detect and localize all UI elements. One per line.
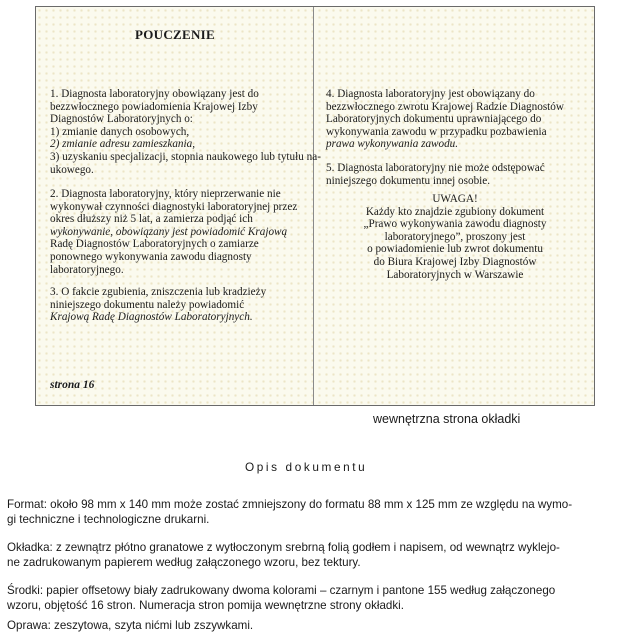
instruction-paragraph-5	[326, 162, 545, 187]
text-line: bezzwłocznego zwrotu Krajowej Radzie Diagnostów	[326, 100, 564, 113]
instruction-paragraph-3	[50, 286, 266, 324]
text-line: ukowego.	[50, 163, 94, 176]
text-line: 3. O fakcie zgubienia, zniszczenia lub kradzieży	[50, 286, 267, 298]
notice-line: do Biura Krajowej Izby Diagnostów	[373, 255, 537, 268]
notice-line: laboratoryjnego”, proszony jest	[384, 230, 526, 243]
text-line: niniejszego dokumentu należy powiadomić	[50, 298, 245, 311]
description-heading: Opis dokumentu	[245, 460, 368, 474]
notice-line: o powiadomienie lub zwrot dokumentu	[367, 243, 543, 256]
page-title: POUCZENIE	[135, 27, 215, 42]
text-line: laboratoryjnego.	[50, 263, 124, 276]
text-line: 2. Diagnosta laboratoryjny, który nieprzerwanie nie	[50, 188, 281, 200]
text-line: Diagnostów Laboratoryjnych o:	[50, 113, 193, 126]
text-line: ne zadrukowanym papierem według załączonego wzoru, bez tektury.	[7, 556, 361, 569]
text-line: Środki: papier offsetowy biały zadrukowany dwoma kolorami – czarnym i pantone 155 według załączonego	[7, 584, 556, 597]
instruction-paragraph-4	[326, 88, 564, 151]
booklet-spine	[313, 7, 314, 405]
text-line: Okładka: z zewnątrz płótno granatowe z wytłoczonym srebrną folią godłem i napisem, od wewnątrz wyklejo-	[7, 541, 560, 554]
description-inner-pages	[7, 583, 555, 613]
booklet-spread	[35, 6, 595, 406]
description-binding	[7, 618, 253, 633]
text-line: wykonywania zawodu w przypadku pozbawienia	[326, 125, 547, 138]
notice-box	[326, 193, 584, 281]
text-line: Oprawa: zeszytowa, szyta nićmi lub zszywkami.	[7, 619, 254, 632]
text-line: wykonywanie, obowiązany jest powiadomić Krajową	[50, 225, 288, 238]
notice-line: Każdy kto znajdzie zgubiony dokument	[365, 205, 545, 218]
text-line: Format: około 98 mm x 140 mm może zostać zmniejszony do formatu 88 mm x 125 mm ze względu na wymo-	[7, 498, 573, 511]
text-line: 1) zmianie danych osobowych,	[50, 125, 190, 138]
text-line: ponownego wykonywania zawodu diagnosty	[50, 250, 252, 263]
right-page	[326, 7, 584, 405]
text-line: Radę Diagnostów Laboratoryjnych o zamiarze	[50, 238, 259, 251]
instruction-paragraph-2	[50, 188, 297, 276]
text-line: prawa wykonywania zawodu.	[326, 138, 459, 151]
text-line: 1. Diagnosta laboratoryjny obowiązany jest do	[50, 88, 259, 100]
text-line: bezzwłocznego powiadomienia Krajowej Izby	[50, 100, 258, 113]
description-format	[7, 497, 572, 527]
text-line: 5. Diagnosta laboratoryjny nie może odstępować	[326, 162, 545, 174]
instruction-paragraph-1	[50, 88, 321, 176]
text-line: gi techniczne i technologiczne drukarni.	[7, 513, 210, 526]
left-page	[50, 7, 321, 405]
text-line: niniejszego dokumentu innej osobie.	[326, 174, 491, 187]
description-cover	[7, 540, 560, 570]
page-number: strona 16	[50, 379, 95, 391]
notice-line: Laboratoryjnych w Warszawie	[386, 268, 524, 281]
text-line: okres dłuższy niż 5 lat, a zamierza podjąć ich	[50, 213, 253, 226]
cover-caption: wewnętrzna strona okładki	[373, 412, 521, 426]
text-line: wzoru, objętość 16 stron. Numeracja stron pomija wewnętrzne strony okładki.	[7, 599, 404, 612]
text-line: Krajową Radę Diagnostów Laboratoryjnych.	[50, 311, 253, 324]
text-line: wykonywał czynności diagnostyki laboratoryjnej przez	[50, 200, 298, 213]
notice-line: „Prawo wykonywania zawodu diagnosty	[363, 218, 547, 231]
text-line: 3) uzyskaniu specjalizacji, stopnia naukowego lub tytułu na-	[50, 150, 321, 163]
text-line: 2) zmianie adresu zamieszkania,	[50, 138, 196, 151]
text-line: 4. Diagnosta laboratoryjny jest obowiązany do	[326, 88, 535, 100]
notice-heading: UWAGA!	[432, 193, 478, 205]
text-line: Laboratoryjnych dokumentu uprawniającego do	[326, 113, 542, 126]
